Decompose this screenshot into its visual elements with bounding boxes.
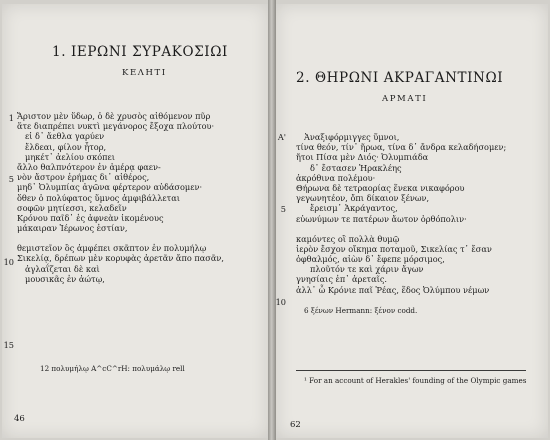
page-number: 46 bbox=[14, 414, 25, 424]
line-number: 5 bbox=[280, 204, 286, 214]
footnote-rule bbox=[296, 370, 526, 371]
verse-line: Σικελίᾳ, δρέπων μὲν κορυφὰς ἀρετᾶν ἄπο πασᾶν, bbox=[17, 253, 224, 264]
verse-line: σοφῶν μητίεσσι, κελαδεῖν bbox=[17, 202, 127, 213]
strophe-label: A' bbox=[277, 132, 286, 142]
verse-line: γεγωνητέον, ὄπι δίκαιον ξένων, bbox=[296, 193, 430, 204]
verse-line: ἀκρόθινα πολέμου· bbox=[296, 172, 376, 183]
verse-line: δ᾽ ἔστασεν Ἡρακλέης bbox=[310, 162, 402, 173]
verse-line: ἤτοι Πίσα μὲν Διός· Ὀλυμπιάδα bbox=[296, 152, 429, 163]
critical-apparatus-note: 12 πολυμήλῳ A^cC^rH: πολυμάλῳ rell bbox=[40, 364, 185, 373]
line-number: 10 bbox=[275, 297, 286, 307]
verse-line: ἅτε διαπρέπει νυκτὶ μεγάνορος ἔξοχα πλούτου· bbox=[17, 121, 215, 132]
line-number: 10 bbox=[3, 257, 14, 267]
verse-line: ἀλλ᾽ ὦ Κρόνιε παῖ Ῥέας, ἕδος Ὀλύμπου νέμων bbox=[296, 284, 490, 295]
verse-line: μηκέτ᾽ ἀελίου σκόπει bbox=[25, 151, 115, 162]
line-number: 1 bbox=[8, 113, 14, 123]
verse-line: Ἄριστον μὲν ὕδωρ, ὁ δὲ χρυσὸς αἰθόμενον πῦρ bbox=[17, 111, 211, 121]
ode-title-left: 1. ΙΕΡΩΝΙ ΣΥΡΑΚΟΣΙΩΙ bbox=[52, 44, 228, 60]
footnote: ¹ For an account of Herakles' founding of the Olympic games bbox=[304, 376, 527, 385]
verse-line: μουσικᾶς ἐν ἀώτῳ, bbox=[25, 273, 105, 284]
line-number: 5 bbox=[8, 174, 14, 184]
right-page bbox=[276, 4, 548, 438]
verse-line: Κρόνου παῖδ᾽ ἐς ἀφνεὰν ἱκομένους bbox=[17, 212, 164, 223]
verse-line: Θήρωνα δὲ τετραορίας ἕνεκα νικαφόρου bbox=[296, 182, 465, 193]
verse-line: ἔλδεαι, φίλον ἦτορ, bbox=[25, 141, 107, 152]
verse-line: εἰ δ᾽ ἄεθλα γαρύεν bbox=[25, 131, 105, 142]
stanza-gap bbox=[296, 224, 506, 234]
line-number: 15 bbox=[3, 340, 14, 350]
stanza-gap bbox=[17, 233, 224, 243]
verse-line: ἔρεισμ᾽ Ἀκράγαντος, bbox=[310, 203, 398, 214]
verse-line: ἀγλαΐζεται δὲ καὶ bbox=[25, 263, 100, 274]
ode-title-right: 2. ΘΗΡΩΝΙ ΑΚΡΑΓΑΝΤΙΝΩΙ bbox=[296, 70, 504, 86]
book-gutter bbox=[268, 0, 276, 440]
verse-line: τίνα θεόν, τίν᾽ ἥρωα, τίνα δ᾽ ἄνδρα κελαδήσομεν; bbox=[296, 142, 507, 153]
ode-subtitle-right: ΑΡΜΑΤΙ bbox=[382, 94, 428, 104]
verse-line: ὅθεν ὁ πολύφατος ὕμνος ἀμφιβάλλεται bbox=[17, 192, 180, 203]
critical-apparatus-note: 6 ξένων Hermann: ξένον codd. bbox=[304, 306, 418, 315]
verse-line: ὀφθαλμός, αἰὼν δ᾽ ἔφεπε μόρσιμος, bbox=[296, 254, 445, 265]
verse-line: μάκαιραν Ἱέρωνος ἑστίαν, bbox=[17, 223, 128, 234]
page-number: 62 bbox=[290, 420, 301, 430]
verse-line: ἄλλο θαλπνότερον ἐν ἀμέρᾳ φαεν- bbox=[17, 161, 161, 172]
verse-line: πλοῦτόν τε καὶ χάριν ἄγων bbox=[310, 264, 424, 275]
verse-line: θεμιστεῖον ὃς ἀμφέπει σκᾶπτον ἐν πολυμήλῳ bbox=[17, 243, 207, 254]
left-page bbox=[2, 4, 268, 438]
verse-block-left bbox=[17, 111, 224, 284]
verse-line: γνησίαις ἐπ᾽ ἀρεταῖς. bbox=[296, 274, 388, 285]
verse-line: μηδ᾽ Ὀλυμπίας ἀγῶνα φέρτερον αὐδάσομεν· bbox=[17, 182, 203, 193]
verse-block-right bbox=[296, 132, 506, 295]
ode-subtitle-left: ΚΕΛΗΤΙ bbox=[122, 68, 167, 78]
verse-line: ἱερὸν ἔσχον οἴκημα ποταμοῦ, Σικελίας τ᾽ ἔσαν bbox=[296, 243, 492, 254]
verse-line: Ἀναξιφόρμιγγες ὕμνοι, bbox=[304, 132, 400, 142]
verse-line: εὐωνύμων τε πατέρων ἄωτον ὀρθόπολιν· bbox=[296, 213, 467, 224]
verse-line: καμόντες οἳ πολλὰ θυμῷ bbox=[296, 233, 400, 244]
verse-line: νὸν ἄστρον ἐρήμας δι᾽ αἰθέρος, bbox=[17, 172, 150, 183]
